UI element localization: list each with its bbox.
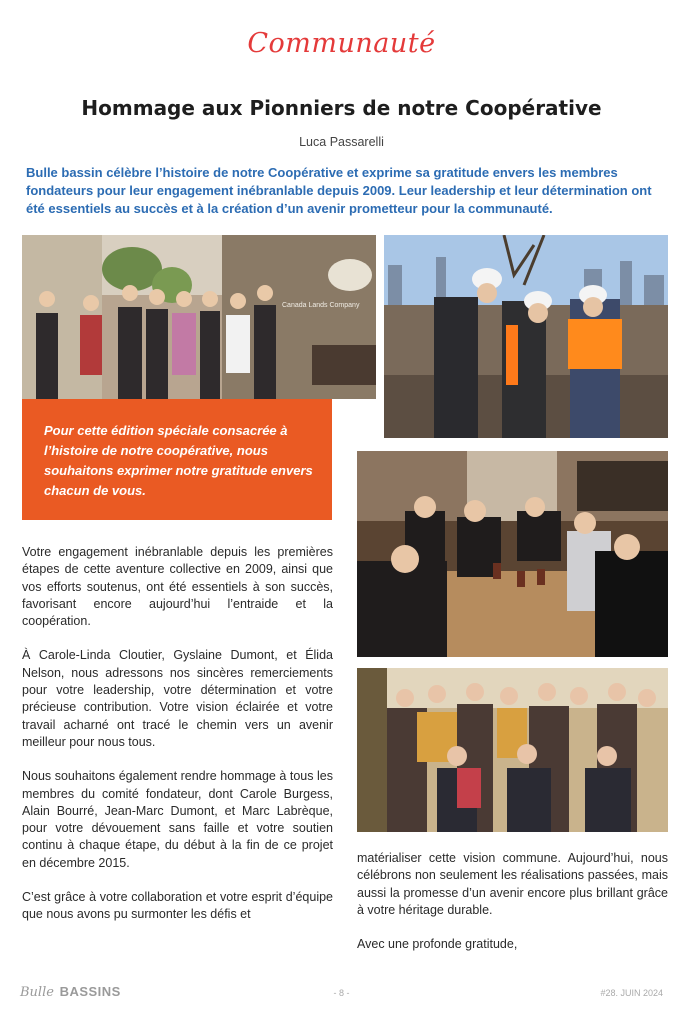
office-sign-text: Canada Lands Company [282, 302, 360, 309]
paragraph: C’est grâce à votre collaboration et votre esprit d’équipe que nous avons pu surmonter les défis et [22, 890, 333, 922]
left-column [22, 544, 333, 941]
section-heading: Communauté [247, 28, 436, 59]
brand-name: BASSINS [59, 984, 121, 999]
article-author: Luca Passarelli [299, 135, 384, 149]
photo-restaurant-group [357, 451, 668, 657]
right-column [357, 850, 668, 970]
photo-construction-site [384, 235, 668, 438]
photo-large-group [357, 668, 668, 832]
article-title: Hommage aux Pionniers de notre Coopérative [81, 96, 602, 120]
article-lead: Bulle bassin célèbre l’histoire de notre Coopérative et exprime sa gratitude envers les membres fondateurs pour leur engagement inébranlable depuis 2009. Leur leadership et leur détermination ont été essentiels au succès et à la création d’un avenir prometteur pour la communauté. [26, 165, 652, 216]
photo-office-group [22, 235, 376, 399]
paragraph: Nous souhaitons également rendre hommage à tous les membres du comité fondateur, dont Carole Burgess, Alain Bourré, Jean-Marc Dumont, et Marc Labrèque, pour votre dévouement sans faille et votre soutien continu à chaque étape, du début à la fin de ce projet en décembre 2015. [22, 769, 333, 870]
issue-label: #28. JUIN 2024 [600, 988, 663, 998]
page-number: - 8 - [333, 988, 350, 998]
paragraph: Votre engagement inébranlable depuis les premières étapes de cette aventure collective en 2009, ainsi que vos efforts soutenus, ont été essentiels à son succès, favorisant encore aujourd’hui l’entraide et la coopération. [22, 545, 333, 629]
paragraph: matérialiser cette vision commune. Aujourd’hui, nous célébrons non seulement les réalisations passées, mais aussi la promesse d’un avenir encore plus brillant grâce à votre héritage durable. [357, 851, 668, 917]
brand-script: Bulle [20, 985, 54, 1000]
paragraph: À Carole-Linda Cloutier, Gyslaine Dumont, et Élida Nelson, nous adressons nos sincères remerciements pour votre leadership, votre détermination et votre précieuse contribution. Votre vision éclairée et votre travail acharné ont tracé le chemin vers un avenir meilleur pour nous tous. [22, 648, 333, 749]
pull-quote: Pour cette édition spéciale consacrée à l’histoire de notre coopérative, nous souhaitons exprimer notre gratitude envers chacun de vous. [22, 399, 332, 520]
paragraph: Avec une profonde gratitude, [357, 937, 518, 952]
